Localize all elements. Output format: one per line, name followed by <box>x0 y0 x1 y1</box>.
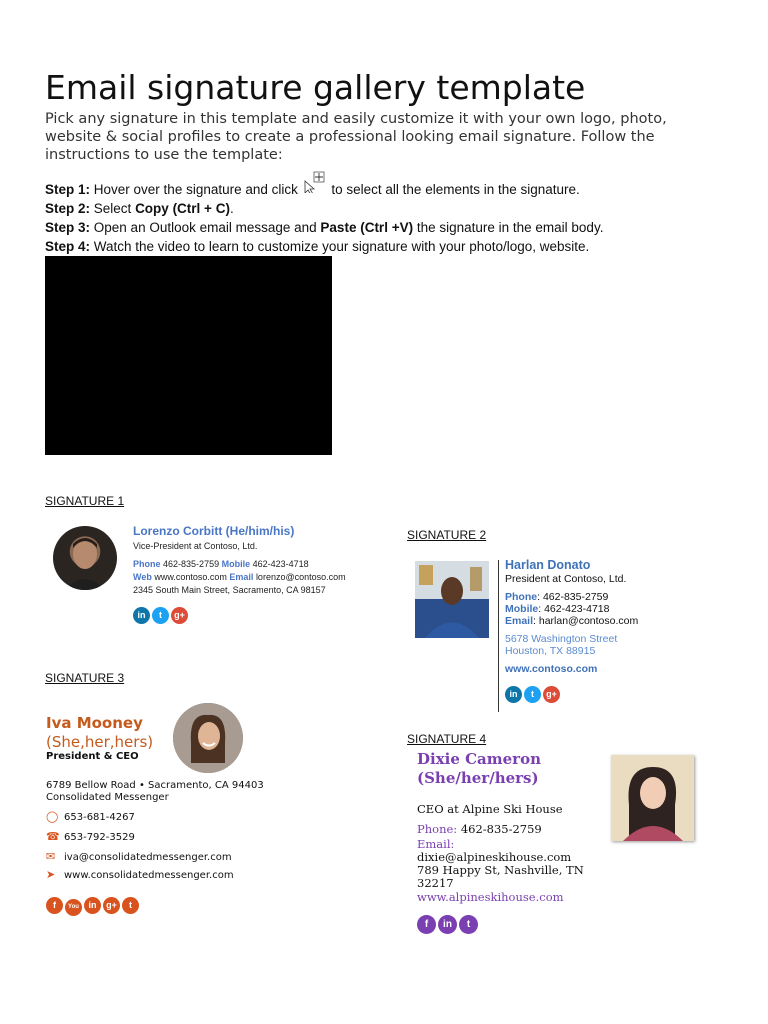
mobile-value: 462-423-4718 <box>544 603 610 615</box>
step-text: to select all the elements in the signature. <box>327 182 580 197</box>
phone-icon: ☎ <box>46 830 60 843</box>
signature-4-phone <box>417 823 542 836</box>
signature-3-address: 6789 Bellow Road • Sacramento, CA 94403 <box>46 780 264 791</box>
step-label: Step 2: <box>45 201 91 217</box>
step-text: Watch the video to learn to customize your signature with your photo/logo, website. <box>93 239 590 255</box>
signature-2-address-line1: 5678 Washington Street <box>505 633 618 645</box>
signature-2-title: President at Contoso, Ltd. <box>505 573 627 585</box>
step-text: Open an Outlook email message and <box>93 220 321 236</box>
signature-1-title: Vice-President at Contoso, Ltd. <box>133 541 258 551</box>
step-text: Select <box>93 201 136 217</box>
signature-4-web-link[interactable]: www.alpineskihouse.com <box>417 890 564 904</box>
signature-2-mobile: Mobile: 462-423-4718 <box>505 603 610 615</box>
cursor-icon: ➤ <box>46 868 56 881</box>
email-label: Email <box>505 615 534 627</box>
twitter-icon[interactable]: t <box>524 686 541 703</box>
signature-4-social <box>417 912 480 934</box>
web-link[interactable]: www.contoso.com <box>154 572 227 582</box>
email-label: Email <box>229 572 254 582</box>
signature-1-web-email <box>133 571 346 584</box>
twitter-icon[interactable]: t <box>459 915 478 934</box>
signature-1-phones <box>133 558 309 571</box>
phone-value: 462-835-2759 <box>542 591 609 603</box>
signature-1-name: Lorenzo Corbitt (He/him/his) <box>133 524 295 538</box>
video-player[interactable] <box>45 256 332 455</box>
google-plus-icon[interactable]: g+ <box>543 686 560 703</box>
linkedin-icon[interactable]: in <box>438 915 457 934</box>
email-link[interactable]: lorenzo@contoso.com <box>255 572 346 582</box>
page-title: Email signature gallery template <box>45 68 586 107</box>
mobile-label: Mobile <box>505 603 539 615</box>
signature-3-company: Consolidated Messenger <box>46 792 169 803</box>
web-label: Web <box>133 572 152 582</box>
email-link[interactable]: harlan@contoso.com <box>538 615 639 627</box>
signature-2-email: Email: harlan@contoso.com <box>505 615 639 627</box>
step-4 <box>45 237 685 256</box>
signature-4-photo <box>611 755 694 841</box>
signature-2-address-line2: Houston, TX 88915 <box>505 645 596 657</box>
move-handle-icon <box>302 181 328 199</box>
signature-4-name: Dixie Cameron <box>417 750 541 768</box>
signature-3-photo <box>173 703 243 773</box>
signature-2-phone: Phone: 462-835-2759 <box>505 591 609 603</box>
phone-label: Phone <box>133 559 161 569</box>
web-link[interactable]: www.consolidatedmessenger.com <box>64 870 234 881</box>
signature-4-pronouns: (She/her/hers) <box>417 769 539 787</box>
step-text: . <box>229 201 234 217</box>
mobile-value: 462-423-4718 <box>252 559 309 569</box>
signature-3-name: Iva Mooney <box>46 714 143 732</box>
signature-1-social <box>133 603 190 624</box>
steps-list <box>45 180 685 256</box>
linkedin-icon[interactable]: in <box>505 686 522 703</box>
signature-4-email-link[interactable]: dixie@alpineskihouse.com <box>417 850 572 864</box>
step-2 <box>45 199 685 218</box>
step-3 <box>45 218 685 237</box>
step-bold-text: Paste (Ctrl +V) <box>320 220 414 236</box>
twitter-icon[interactable]: t <box>152 607 169 624</box>
phone-value: 653-792-3529 <box>64 832 135 843</box>
signature-3-title: President & CEO <box>46 751 139 762</box>
signature-4-email-label: Email: <box>417 837 455 851</box>
step-label: Step 3: <box>45 220 91 236</box>
step-label: Step 1: <box>45 182 91 197</box>
google-plus-icon[interactable]: g+ <box>103 897 120 914</box>
linkedin-icon[interactable]: in <box>133 607 150 624</box>
step-bold-text: Copy (Ctrl + C) <box>135 201 230 217</box>
signature-3-heading: SIGNATURE 3 <box>45 671 125 685</box>
step-label: Step 4: <box>45 239 91 255</box>
step-text: Hover over the signature and click <box>93 182 302 197</box>
signature-3-pronouns: (She,her,hers) <box>46 733 154 751</box>
signature-3-email-row <box>46 850 232 863</box>
signature-3-phone1-row <box>46 810 135 823</box>
signature-3-web-row <box>46 868 234 881</box>
signature-4-heading: SIGNATURE 4 <box>407 732 487 746</box>
signature-1-heading: SIGNATURE 1 <box>45 494 125 508</box>
signature-2-heading: SIGNATURE 2 <box>407 528 487 542</box>
step-text: the signature in the email body. <box>413 220 604 236</box>
signature-4-title: CEO at Alpine Ski House <box>417 802 563 816</box>
phone-label: Phone <box>505 591 538 603</box>
facebook-icon[interactable]: f <box>46 897 63 914</box>
linkedin-icon[interactable]: in <box>84 897 101 914</box>
phone-value: 462-835-2759 <box>460 822 542 836</box>
phone-label: Phone: <box>417 822 458 836</box>
signature-1-photo <box>53 526 117 590</box>
signature-2-divider <box>498 560 499 712</box>
youtube-icon[interactable]: You <box>65 899 82 916</box>
facebook-icon[interactable]: f <box>417 915 436 934</box>
tag-icon: ◯ <box>46 810 59 823</box>
mobile-label: Mobile <box>221 559 251 569</box>
step-1 <box>45 180 685 199</box>
twitter-icon[interactable]: t <box>122 897 139 914</box>
signature-2-web-link[interactable]: www.contoso.com <box>505 663 598 675</box>
intro-text: Pick any signature in this template and easily customize it with your own logo, photo, website & social profiles to create a professional looking email signature. Follow the instructions to use the template: <box>45 111 667 163</box>
signature-2-name: Harlan Donato <box>505 558 591 572</box>
signature-1-address: 2345 South Main Street, Sacramento, CA 98157 <box>133 585 326 595</box>
signature-2-social <box>505 682 562 703</box>
signature-2-photo <box>415 561 489 638</box>
signature-3-social <box>46 893 141 916</box>
email-link[interactable]: iva@consolidatedmessenger.com <box>64 852 232 863</box>
signature-3-phone2-row <box>46 830 135 843</box>
envelope-icon: ✉ <box>46 850 56 863</box>
signature-4-address: 789 Happy St, Nashville, TN 32217 <box>417 863 584 890</box>
phone-value: 653-681-4267 <box>64 812 135 823</box>
phone-value: 462-835-2759 <box>163 559 220 569</box>
google-plus-icon[interactable]: g+ <box>171 607 188 624</box>
